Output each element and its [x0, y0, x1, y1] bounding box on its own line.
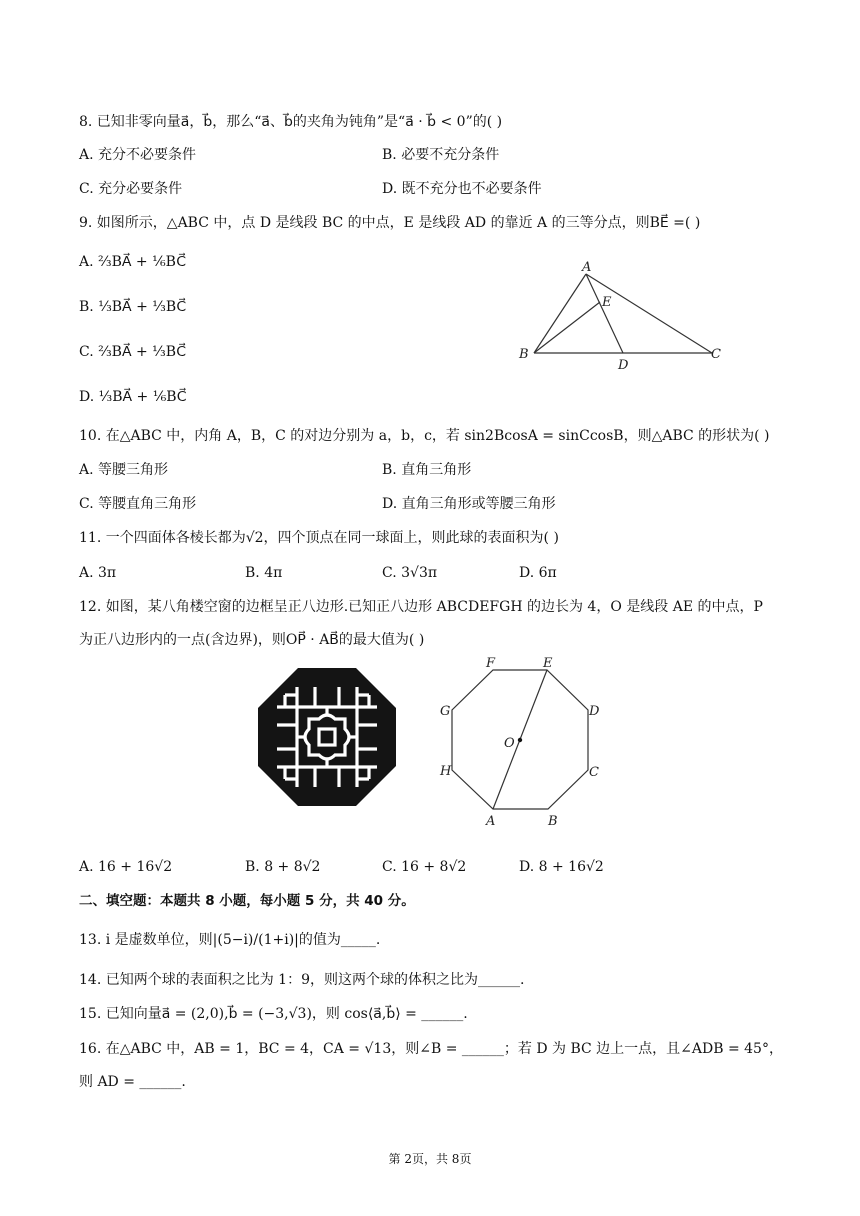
q10-option-d: D. 直角三角形或等腰三角形 — [382, 496, 556, 512]
q11-option-b: B. 4π — [245, 565, 283, 581]
vertex-label-a: A — [582, 260, 592, 275]
q13-stem: 13. i 是虚数单位，则|(5−i)/(1+i)|的值为_____. — [79, 932, 381, 948]
q10-option-b: B. 直角三角形 — [382, 462, 472, 478]
q11-option-a: A. 3π — [79, 565, 117, 581]
octagon-label-c: C — [589, 765, 599, 780]
q11-option-d: D. 6π — [519, 565, 557, 581]
q8-option-a: A. 充分不必要条件 — [79, 147, 197, 163]
octagon-label-a: A — [486, 814, 496, 829]
q16-stem-line1: 16. 在△ABC 中，AB = 1，BC = 4，CA = √13，则∠B = ______；若 D 为 BC 边上一点，且∠ADB = 45°， — [79, 1041, 783, 1057]
section-heading-fill-in: 二、填空题：本题共 8 小题，每小题 5 分，共 40 分。 — [79, 893, 415, 909]
q15-stem: 15. 已知向量a⃗ = (2,0),b⃗ = (−3,√3)，则 cos⟨a⃗,b⃗⟩ = ______. — [79, 1006, 468, 1022]
octagon-label-h: H — [440, 764, 452, 779]
q8-option-b: B. 必要不充分条件 — [382, 147, 500, 163]
lattice-window-image — [257, 667, 397, 807]
triangle-figure — [505, 255, 735, 375]
octagon-label-g: G — [440, 704, 451, 719]
q11-stem: 11. 一个四面体各棱长都为√2，四个顶点在同一球面上，则此球的表面积为( ) — [79, 530, 559, 546]
q10-option-c: C. 等腰直角三角形 — [79, 496, 197, 512]
vertex-label-b: B — [519, 347, 529, 362]
q8-stem: 8. 已知非零向量a⃗，b⃗，那么“a⃗、b⃗的夹角为钝角”是“a⃗ · b⃗ < 0”的( ) — [79, 114, 503, 130]
q11-option-c: C. 3√3π — [382, 565, 438, 581]
q9-stem: 9. 如图所示，△ABC 中，点 D 是线段 BC 的中点，E 是线段 AD 的靠近 A 的三等分点，则BE⃗ =( ) — [79, 215, 701, 231]
q9-option-b: B. ⅓BA⃗ + ⅓BC⃗ — [79, 299, 187, 315]
octagon-label-e: E — [543, 656, 553, 671]
q12-stem-line2: 为正八边形内的一点(含边界)，则OP⃗ · AB⃗的最大值为( ) — [79, 632, 425, 648]
q14-stem: 14. 已知两个球的表面积之比为 1：9，则这两个球的体积之比为______. — [79, 972, 525, 988]
page-footer: 第 2页，共 8页 — [388, 1152, 472, 1166]
q10-option-a: A. 等腰三角形 — [79, 462, 169, 478]
vertex-label-e: E — [602, 295, 612, 310]
q10-stem: 10. 在△ABC 中，内角 A，B，C 的对边分别为 a，b，c，若 sin2BcosA = sinCcosB，则△ABC 的形状为( ) — [79, 428, 770, 444]
octagon-label-o: O — [504, 736, 515, 751]
q8-option-c: C. 充分必要条件 — [79, 181, 183, 197]
q9-option-d: D. ⅓BA⃗ + ⅙BC⃗ — [79, 389, 187, 405]
q12-option-c: C. 16 + 8√2 — [382, 859, 467, 875]
octagon-label-b: B — [548, 814, 558, 829]
octagon-figure — [430, 652, 620, 832]
q9-option-c: C. ⅔BA⃗ + ⅓BC⃗ — [79, 344, 187, 360]
octagon-label-d: D — [589, 704, 600, 719]
vertex-label-d: D — [618, 358, 629, 373]
q9-option-a: A. ⅔BA⃗ + ⅙BC⃗ — [79, 254, 186, 270]
vertex-label-c: C — [711, 347, 721, 362]
q16-stem-line2: 则 AD = ______. — [79, 1074, 186, 1090]
q12-option-a: A. 16 + 16√2 — [79, 859, 173, 875]
q12-option-b: B. 8 + 8√2 — [245, 859, 321, 875]
q12-option-d: D. 8 + 16√2 — [519, 859, 604, 875]
q8-option-d: D. 既不充分也不必要条件 — [382, 181, 542, 197]
octagon-label-f: F — [486, 656, 496, 671]
q12-stem-line1: 12. 如图，某八角楼空窗的边框呈正八边形.已知正八边形 ABCDEFGH 的边长为 4，O 是线段 AE 的中点，P — [79, 599, 763, 615]
